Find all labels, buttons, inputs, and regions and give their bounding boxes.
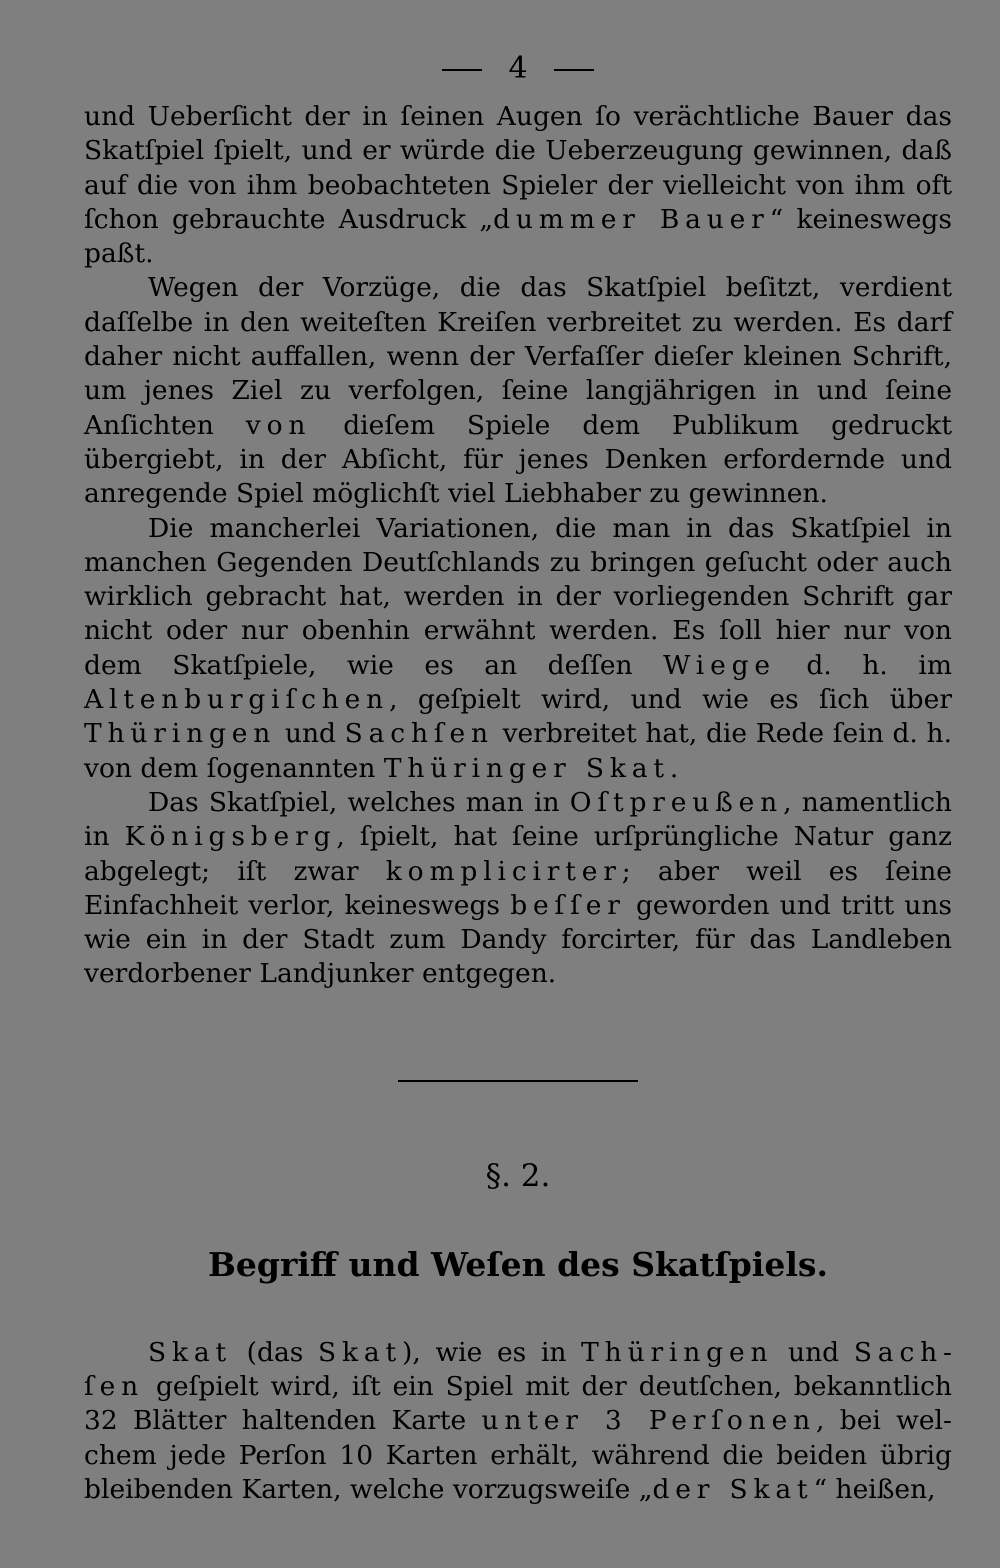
section-paragraph: Skat (das Skat), wie es in Thüringen und Sachſen geſpielt wird, iſt ein Spiel mit der deutſchen, bekanntlich 32 Blätter haltenden Karte unter 3 Perſonen, bei welchem jede Perſon 10 Karten erhält, während die beiden übrig bleibenden Karten, welche vorzugsweiſe „der Skat“ heißen, [84, 1336, 952, 1505]
paragraph-3: Die mancherlei Variationen, die man in das Skatſpiel in manchen Gegenden Deutſchlands zu bringen geſucht oder auch wirklich gebracht hat, werden in der vorliegenden Schrift gar nicht oder nur obenhin erwähnt werden. Es ſoll hier nur von dem Skatſpiele, wie es an deſſen Wiege d. h. im Altenburgiſchen, geſpielt wird, und wie es ſich über Thüringen und Sachſen verbreitet hat, die Rede ſein d. h. von dem ſogenannten Thüringer Skat. [84, 512, 953, 784]
dash-right [554, 69, 594, 71]
section-title: Begriff und Weſen des Skatſpiels. [208, 1244, 828, 1284]
paragraph-4: Das Skatſpiel, welches man in Oſtpreußen, namentlich in Königsberg, ſpielt, hat ſeine urſprüngliche Natur ganz abgelegt; iſt zwar komplicirter; aber weil es ſeine Einfachheit verlor, keineswegs beſſer geworden und tritt uns wie ein in der Stadt zum Dandy forcirter, für das Landleben verdorbener Landjunker entgegen. [84, 786, 953, 990]
page [84, 42, 952, 1507]
section-number: §. 2. [485, 1157, 551, 1194]
page-number-row [84, 42, 952, 100]
paragraph-1: und Ueberſicht der in ſeinen Augen ſo verächtliche Bauer das Skatſpiel ſpielt, und er würde die Ueberzeugung gewinnen, daß auf die von ihm beobachteten Spieler der vielleicht von ihm oft ſchon gebrauchte Ausdruck „dummer Bauer“ keineswegs paßt. [84, 101, 952, 270]
separator-rule [398, 1080, 638, 1082]
dash-left [442, 69, 482, 71]
paragraph-2: Wegen der Vorzüge, die das Skatſpiel beſitzt, verdient daſſelbe in den weiteſten Kreiſen verbreitet zu werden. Es darf daher nicht auffallen, wenn der Verfaſſer dieſer kleinen Schrift, um jenes Ziel zu verfolgen, ſeine langjährigen in und ſeine Anſichten von dieſem Spiele dem Publikum gedruckt übergiebt, in der Abſicht, für jenes Denken erfordernde und anregende Spiel möglichſt viel Liebhaber zu gewinnen. [84, 272, 952, 510]
page-number: 4 [508, 51, 528, 86]
